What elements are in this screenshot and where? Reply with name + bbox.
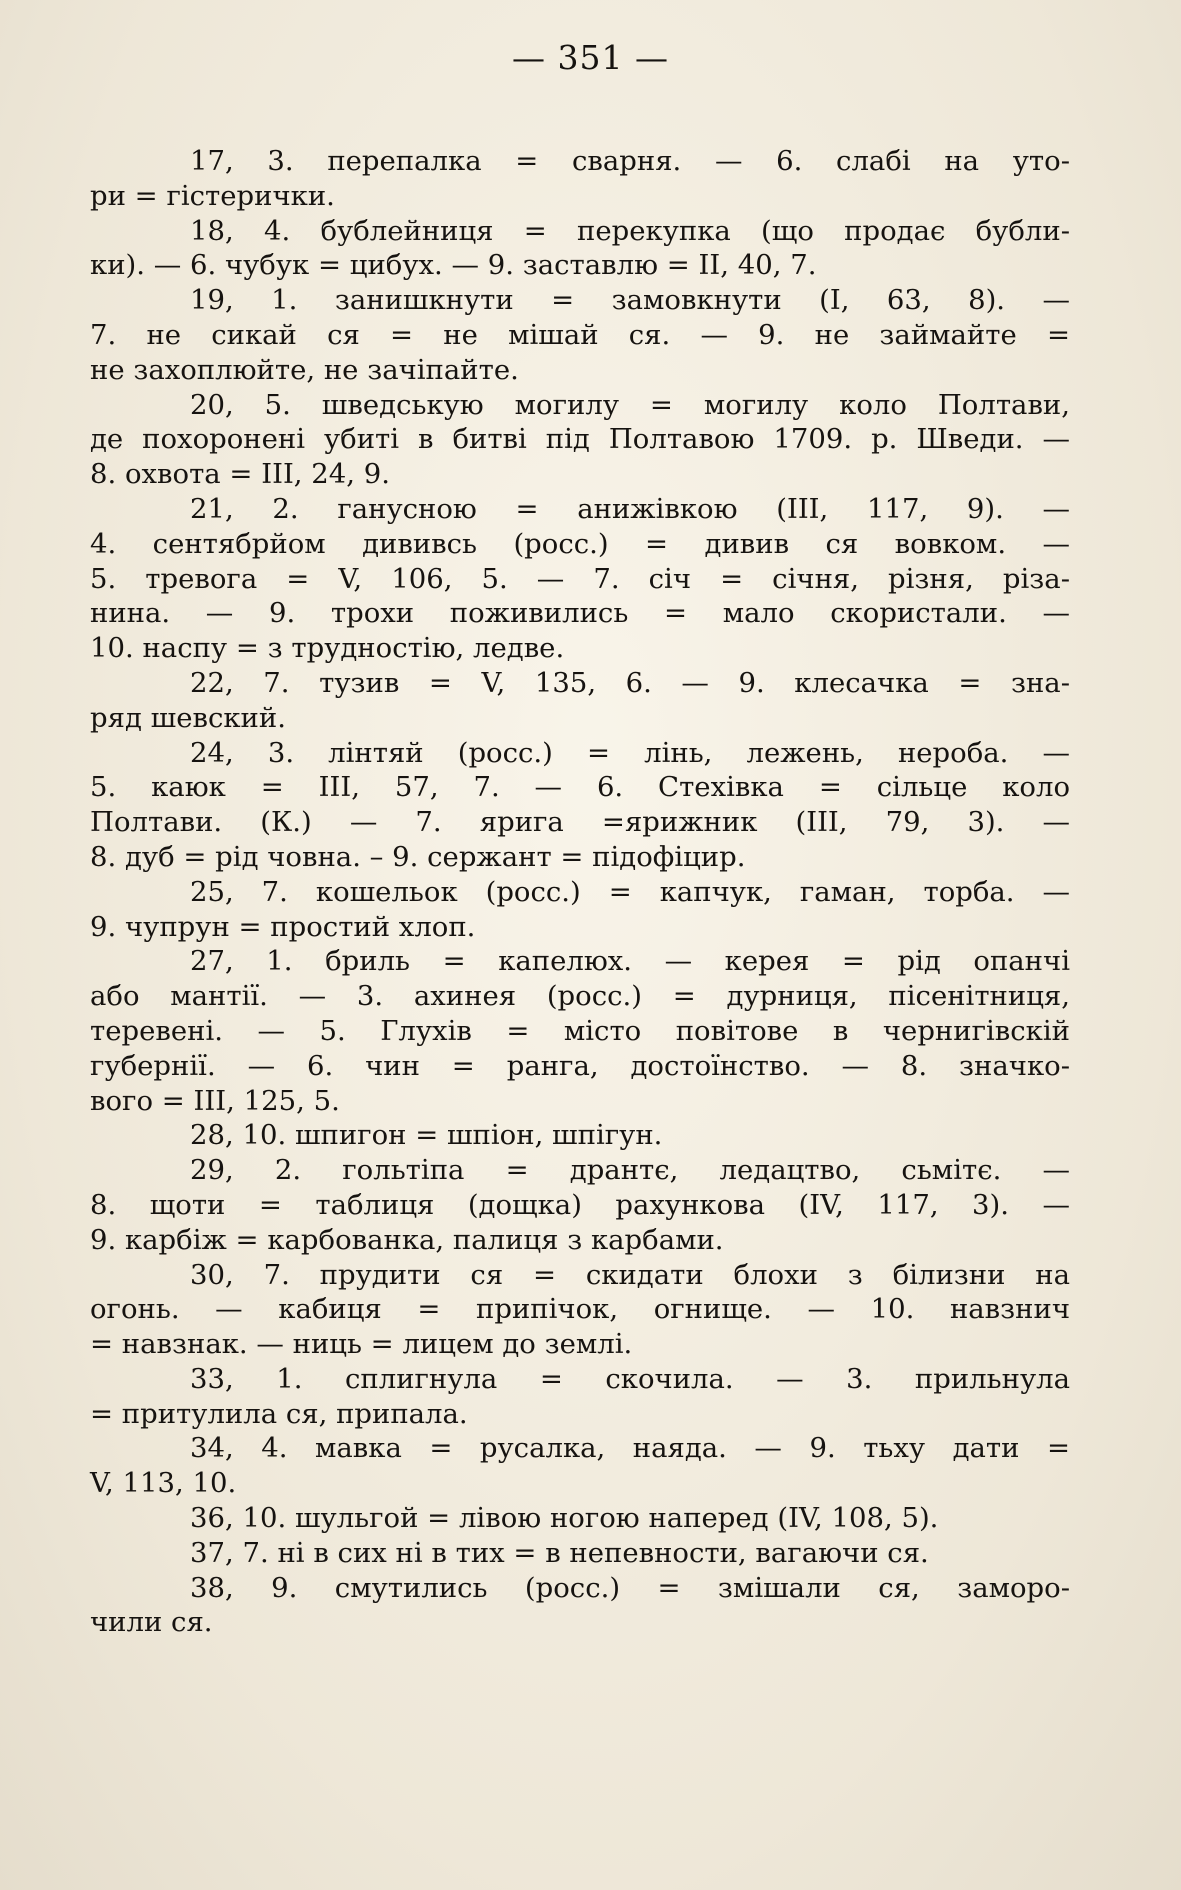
glossary-entry xyxy=(90,875,1070,945)
text-line: 21, 2. ганусною = анижівкою (III, 117, 9). — xyxy=(190,492,1070,525)
text-line: не захоплюйте, не зачіпайте. xyxy=(90,353,519,386)
text-line: Полтави. (К.) — 7. ярига =ярижник (III, 79, 3). — xyxy=(90,806,1070,839)
glossary-entry xyxy=(90,492,1070,666)
glossary-entry xyxy=(90,144,1070,214)
text-line: ри = гістерички. xyxy=(90,179,335,212)
text-line: 30, 7. прудити ся = скидати блохи з білизни на xyxy=(190,1258,1070,1291)
glossary-entry xyxy=(90,283,1070,387)
glossary-entry xyxy=(90,388,1070,492)
text-line: нина. — 9. трохи поживились = мало скористали. — xyxy=(90,597,1070,630)
glossary-entry xyxy=(90,214,1070,284)
text-line: 29, 2. гольтіпа = дрантє, ледацтво, сьмітє. — xyxy=(190,1154,1070,1187)
text-line: 9. чупрун = простий хлоп. xyxy=(90,910,476,943)
text-line: ряд шевский. xyxy=(90,701,286,734)
text-line: губернії. — 6. чин = ранга, достоїнство. — 8. значко- xyxy=(90,1049,1070,1082)
text-line: 36, 10. шульгой = лівою ногою наперед (IV, 108, 5). xyxy=(190,1502,939,1535)
glossary-entry xyxy=(90,1571,1070,1641)
text-line: 38, 9. смутились (росс.) = змішали ся, заморо- xyxy=(190,1571,1070,1604)
text-line: 27, 1. бриль = капелюх. — керея = рід опанчі xyxy=(190,945,1070,978)
text-line: 22, 7. тузив = V, 135, 6. — 9. клесачка = зна- xyxy=(190,666,1070,699)
text-line: 8. охвота = III, 24, 9. xyxy=(90,458,391,491)
text-line: 17, 3. перепалка = сварня. — 6. слабі на уто- xyxy=(190,145,1070,177)
glossary-entry xyxy=(90,1536,1070,1571)
text-line: де похоронені убиті в битві під Полтавою 1709. р. Шведи. — xyxy=(90,423,1070,456)
text-line: 10. наспу = з трудностію, ледве. xyxy=(90,632,565,665)
text-line: 8. щоти = таблиця (дощка) рахункова (IV, 117, 3). — xyxy=(90,1188,1070,1221)
text-line: 33, 1. сплигнула = скочила. — 3. прильнула xyxy=(190,1362,1070,1395)
text-line: 5. тревога = V, 106, 5. — 7. січ = січня, різня, різа- xyxy=(90,562,1070,595)
text-line: 20, 5. шведськую могилу = могилу коло Полтави, xyxy=(190,388,1070,421)
text-line: 9. карбіж = карбованка, палиця з карбами. xyxy=(90,1223,724,1256)
glossary-text xyxy=(90,144,1070,1640)
text-line: огонь. — кабиця = припічок, огнище. — 10. навзнич xyxy=(90,1293,1070,1326)
text-line: або мантії. — 3. ахинея (росс.) = дурниця, пісенітниця, xyxy=(90,980,1070,1013)
glossary-entry xyxy=(90,1362,1070,1432)
text-line: теревені. — 5. Глухів = місто повітове в чернигівскій xyxy=(90,1014,1070,1047)
text-line: 18, 4. бублейниця = перекупка (що продає бубли- xyxy=(190,214,1070,247)
page-number: — 351 — xyxy=(512,38,669,77)
glossary-entry xyxy=(90,1501,1070,1536)
glossary-entry xyxy=(90,944,1070,1118)
text-line: 8. дуб = рід човна. – 9. сержант = підофіцир. xyxy=(90,840,746,873)
text-line: 37, 7. ні в сих ні в тих = в непевности, вагаючи ся. xyxy=(190,1536,929,1569)
glossary-entry xyxy=(90,736,1070,875)
text-line: 25, 7. кошельок (росс.) = капчук, гаман, торба. — xyxy=(190,875,1070,908)
text-line: V, 113, 10. xyxy=(90,1467,237,1500)
text-line: 28, 10. шпигон = шпіон, шпігун. xyxy=(190,1119,663,1152)
glossary-entry xyxy=(90,666,1070,736)
text-line: = притулила ся, припала. xyxy=(90,1397,468,1430)
text-line: ки). — 6. чубук = цибух. — 9. заставлю = II, 40, 7. xyxy=(90,249,817,282)
glossary-entry xyxy=(90,1431,1070,1501)
text-line: 34, 4. мавка = русалка, наяда. — 9. тьху дати = xyxy=(190,1432,1070,1465)
text-line: = навзнак. — ниць = лицем до землі. xyxy=(90,1328,633,1361)
text-line: чили ся. xyxy=(90,1606,213,1639)
glossary-entry xyxy=(90,1153,1070,1257)
text-line: 7. не сикай ся = не мішай ся. — 9. не займайте = xyxy=(90,318,1070,351)
glossary-entry xyxy=(90,1258,1070,1362)
glossary-entry xyxy=(90,1118,1070,1153)
text-line: 19, 1. занишкнути = замовкнути (I, 63, 8). — xyxy=(190,284,1070,317)
text-line: вого = III, 125, 5. xyxy=(90,1084,340,1117)
text-line: 4. сентябрйом дививсь (росс.) = дивив ся вовком. — xyxy=(90,527,1070,560)
text-line: 5. каюк = III, 57, 7. — 6. Стехівка = сільце коло xyxy=(90,771,1070,804)
text-line: 24, 3. лінтяй (росс.) = лінь, лежень, нероба. — xyxy=(190,736,1070,769)
